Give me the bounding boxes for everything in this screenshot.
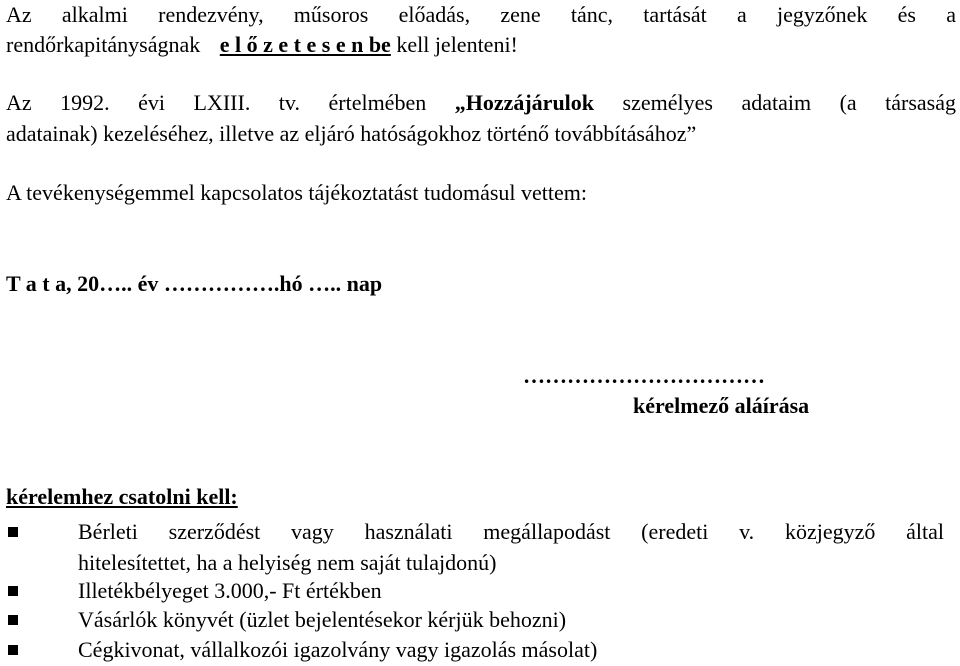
consent-prefix: Az 1992. évi LXIII. tv. értelmében xyxy=(6,90,427,115)
list-item-text xyxy=(78,516,944,578)
notice-text-suffix: kell jelenteni! xyxy=(396,32,518,57)
consent-bold: „Hozzájárulok xyxy=(454,90,595,115)
notice-line-1 xyxy=(6,2,956,28)
consent-text: adatainak) kezeléséhez, illetve az eljáró hatóságokhoz történő továbbításához” xyxy=(6,121,697,146)
signature-label-text: kérelmező aláírása xyxy=(633,393,810,418)
consent-line-1 xyxy=(6,90,956,116)
list-item-text: Cégkivonat, vállalkozói igazolvány vagy igazolás másolat) xyxy=(78,637,598,662)
square-bullet-icon xyxy=(8,527,18,537)
list-item-line-2: hitelesítettet, ha a helyiség nem saját tulajdonú) xyxy=(78,550,497,575)
acknowledgement xyxy=(6,180,587,206)
square-bullet-icon xyxy=(8,615,18,625)
list-item-line-1: Bérleti szerződést vagy használati megállapodást (eredeti v. közjegyző által xyxy=(78,519,944,544)
signature-line: …………………………… xyxy=(523,363,765,388)
signature-dots xyxy=(523,363,765,389)
list-item-text: Illetékbélyeget 3.000,- Ft értékben xyxy=(78,578,382,603)
notice-text-prefix: rendőrkapitányságnak xyxy=(6,32,201,57)
consent-line-2 xyxy=(6,121,696,147)
square-bullet-icon xyxy=(8,586,18,596)
notice-text: Az alkalmi rendezvény, műsoros előadás, zene tánc, tartását a jegyzőnek és a xyxy=(6,2,956,27)
date-line-text: T a t a, 20….. év …………….hó ….. nap xyxy=(6,271,383,296)
notice-emphasis: e l ő z e t e s e n be xyxy=(219,32,391,57)
attachments-heading xyxy=(6,484,238,510)
consent-suffix: személyes adataim (a társaság xyxy=(622,90,957,115)
signature-label xyxy=(633,393,809,419)
square-bullet-icon xyxy=(8,645,18,655)
notice-line-2 xyxy=(6,32,518,58)
attachments-heading-text: kérelemhez csatolni kell: xyxy=(6,484,238,509)
acknowledgement-text: A tevékenységemmel kapcsolatos tájékoztatást tudomásul vettem: xyxy=(6,180,588,205)
list-item-text: Vásárlók könyvét (üzlet bejelentésekor kérjük behozni) xyxy=(78,607,567,632)
date-line xyxy=(6,271,382,297)
